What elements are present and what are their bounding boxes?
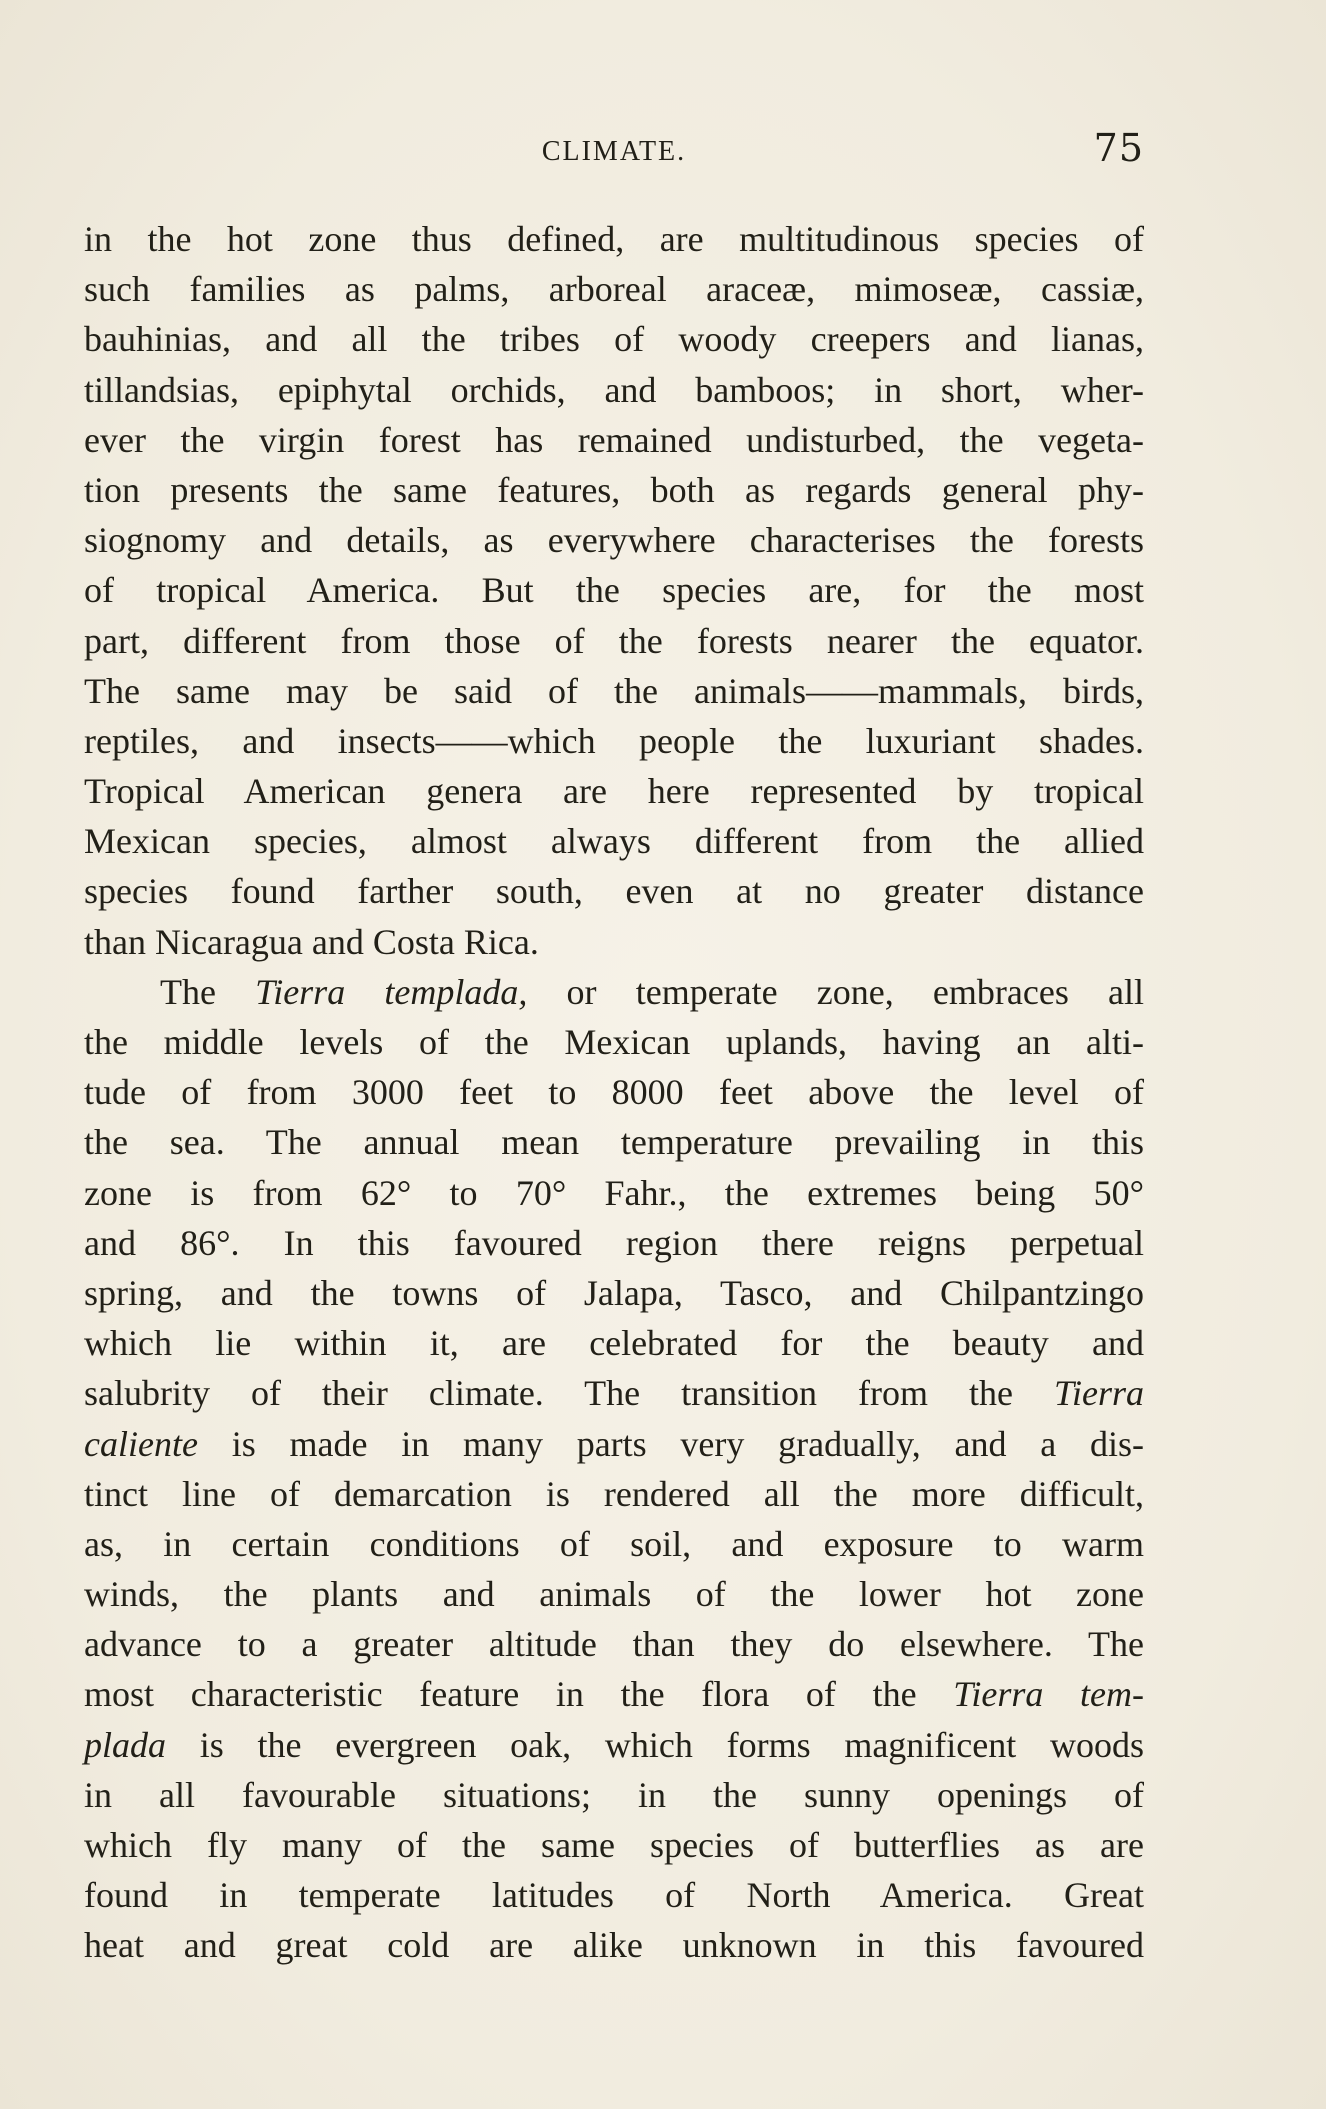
text-line (84, 1017, 1144, 1067)
text-line (84, 666, 1144, 716)
text-line (84, 1368, 1144, 1418)
text-line (84, 866, 1144, 916)
text-line (84, 1067, 1144, 1117)
text-segment: most characteristic feature in the flora of the (84, 1674, 954, 1715)
text-segment: the middle levels of the Mexican uplands, having an alti- (84, 1022, 1144, 1062)
text-segment: zone is from 62° to 70° Fahr., the extremes being 50° (84, 1172, 1144, 1213)
text-segment: such families as palms, arboreal araceæ, mimoseæ, cassiæ, (84, 269, 1144, 310)
text-line (84, 214, 1144, 264)
text-line (84, 1218, 1144, 1268)
text-segment: tion presents the same features, both as regards general phy- (84, 469, 1144, 510)
text-segment: is the evergreen oak, which forms magnificent woods (166, 1724, 1144, 1765)
text-line (84, 415, 1144, 465)
text-segment: Tropical American genera are here represented by tropical (84, 771, 1144, 812)
text-segment: part, different from those of the forests nearer the equator. (84, 620, 1144, 661)
text-segment: is made in many parts very gradually, and a dis- (197, 1423, 1144, 1464)
paragraph (84, 214, 1144, 967)
text-line (84, 967, 1144, 1017)
text-line (84, 766, 1144, 816)
text-segment: tinct line of demarcation is rendered all the more difficult, (84, 1473, 1144, 1514)
text-segment: The (160, 971, 256, 1012)
text-line (84, 1820, 1144, 1870)
italic-text: Tierra (1053, 1373, 1144, 1414)
text-line (84, 1268, 1144, 1318)
text-segment: in all favourable situations; in the sunny openings of (84, 1774, 1144, 1815)
body-text (84, 214, 1144, 1971)
text-line (84, 515, 1144, 565)
text-segment: as, in certain conditions of soil, and exposure to warm (84, 1523, 1144, 1564)
running-head (84, 126, 1144, 180)
text-line (84, 365, 1144, 415)
text-segment: salubrity of their climate. The transition from the (84, 1373, 1054, 1414)
text-line (84, 1619, 1144, 1669)
text-segment: ever the virgin forest has remained undisturbed, the vegeta- (84, 419, 1144, 460)
text-line (84, 1870, 1144, 1920)
text-segment: which lie within it, are celebrated for the beauty and (84, 1323, 1144, 1364)
text-line (84, 1669, 1144, 1719)
text-segment: siognomy and details, as everywhere characterises the forests (84, 520, 1144, 561)
italic-text: plada (84, 1724, 167, 1765)
text-segment: tillandsias, epiphytal orchids, and bamboos; in short, wher- (84, 369, 1144, 410)
text-line (84, 716, 1144, 766)
text-line (84, 264, 1144, 314)
text-segment: found in temperate latitudes of North America. Great (84, 1875, 1144, 1916)
text-segment: and 86°. In this favoured region there reigns perpetual (84, 1222, 1144, 1263)
text-line (84, 917, 1144, 967)
text-line (84, 1770, 1144, 1820)
text-line (84, 1720, 1144, 1770)
text-segment: which fly many of the same species of butterflies as are (84, 1825, 1144, 1865)
text-line (84, 1117, 1144, 1167)
text-segment: or temperate zone, embraces all (527, 971, 1145, 1012)
text-line (84, 1569, 1144, 1619)
text-segment: species found farther south, even at no greater distance (84, 871, 1144, 912)
text-segment: reptiles, and insects——which people the luxuriant shades. (84, 720, 1144, 761)
italic-text: caliente (84, 1423, 198, 1464)
text-segment: Mexican species, almost always different from the allied (84, 821, 1144, 862)
paragraph (84, 967, 1144, 1971)
text-line (84, 1469, 1144, 1519)
text-segment: of tropical America. But the species are, for the most (84, 570, 1144, 611)
text-segment: advance to a greater altitude than they do elsewhere. The (84, 1624, 1144, 1665)
text-segment: spring, and the towns of Jalapa, Tasco, and Chilpantzingo (84, 1272, 1144, 1313)
text-line (84, 1318, 1144, 1368)
italic-text: Tierra templada, (255, 971, 528, 1012)
text-segment: in the hot zone thus defined, are multitudinous species of (84, 219, 1144, 259)
text-line (84, 1920, 1144, 1970)
text-line (84, 565, 1144, 615)
text-segment: tude of from 3000 feet to 8000 feet above the level of (84, 1072, 1144, 1113)
text-segment: heat and great cold are alike unknown in this favoured (84, 1925, 1144, 1966)
page-number: 75 (1093, 126, 1144, 170)
text-segment: than Nicaragua and Costa Rica. (84, 921, 539, 962)
text-segment: bauhinias, and all the tribes of woody creepers and lianas, (84, 319, 1144, 360)
italic-text: Tierra tem- (953, 1674, 1144, 1715)
text-line (84, 465, 1144, 515)
text-line (84, 616, 1144, 666)
text-line (84, 1168, 1144, 1218)
text-segment: the sea. The annual mean temperature prevailing in this (84, 1122, 1144, 1163)
running-title: CLIMATE. (541, 136, 687, 167)
text-line (84, 314, 1144, 364)
text-line (84, 1519, 1144, 1569)
text-line (84, 816, 1144, 866)
text-line (84, 1419, 1144, 1469)
text-segment: The same may be said of the animals——mammals, birds, (84, 670, 1144, 711)
text-segment: winds, the plants and animals of the lower hot zone (84, 1574, 1144, 1615)
